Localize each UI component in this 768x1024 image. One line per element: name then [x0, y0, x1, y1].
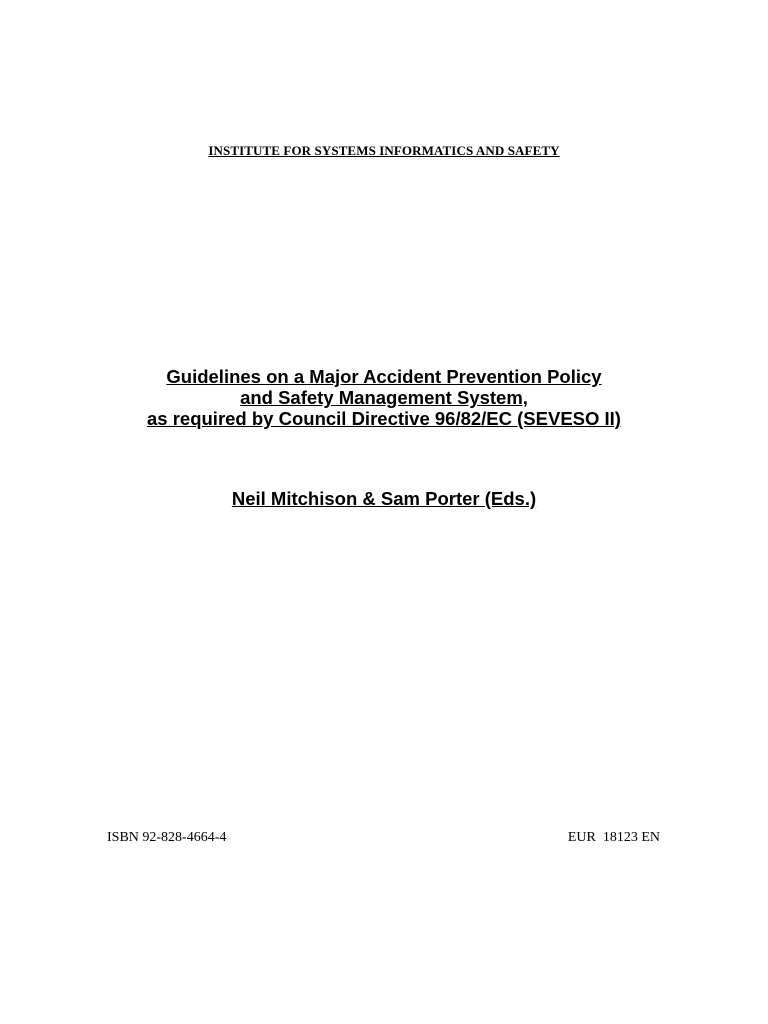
isbn-number: ISBN 92-828-4664-4 — [107, 830, 227, 845]
title-line-3: as required by Council Directive 96/82/EC (SEVESO II) — [147, 408, 621, 429]
institute-heading: INSTITUTE FOR SYSTEMS INFORMATICS AND SAFETY — [208, 143, 560, 158]
report-number: EUR 18123 EN — [567, 830, 660, 845]
editors-line: Neil Mitchison & Sam Porter (Eds.) — [231, 488, 537, 509]
document-title — [0, 366, 768, 429]
title-line-2: and Safety Management System, — [240, 387, 528, 408]
title-line-1: Guidelines on a Major Accident Prevention Policy — [166, 366, 602, 387]
